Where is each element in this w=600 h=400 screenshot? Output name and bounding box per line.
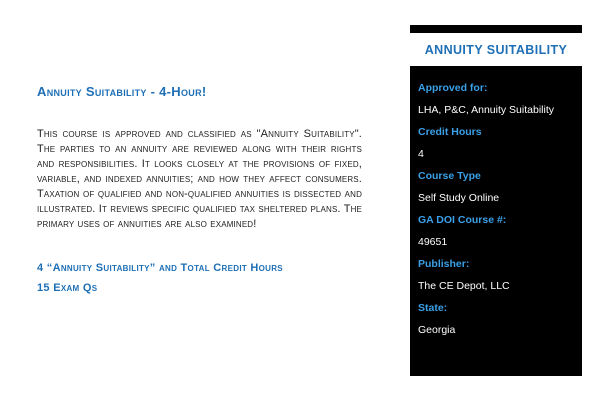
field-value-publisher: The CE Depot, LLC [418,280,510,292]
field-label-state: State: [418,302,448,314]
field-value-credit-hours: 4 [418,148,424,160]
course-description: This course is approved and classified as "Annuity Suitability". The parties to an annuity are reviewed along with their rights and responsibilities. It looks closely at the provisions of fixed, variable, and indexed annuities; and how they affect consumers. Taxation of qualified and non-qualified annuities is dissected and illustrated. It reviews specific qualified tax sheltered plans. The primary uses of annuities are also examined! [37,128,362,230]
course-info-panel [410,25,582,376]
panel-header [410,33,582,66]
field-value-approved-for: LHA, P&C, Annuity Suitability [418,104,554,116]
field-value-course-type: Self Study Online [418,192,500,204]
course-main [37,84,362,298]
panel-header-title: ANNUITY SUITABILITY [424,43,568,57]
panel-fields [418,77,578,341]
credit-summary: 4 “Annuity Suitability” and Total Credit Hours [37,262,283,274]
field-label-publisher: Publisher: [418,258,470,270]
field-value-state: Georgia [418,324,456,336]
field-value-ga-doi-course: 49651 [418,236,448,248]
field-label-credit-hours: Credit Hours [418,126,482,138]
field-label-ga-doi-course: GA DOI Course #: [418,214,507,226]
course-title: Annuity Suitability - 4-Hour! [37,84,207,99]
exam-questions: 15 Exam Qs [37,282,98,294]
field-label-course-type: Course Type [418,170,481,182]
field-label-approved-for: Approved for: [418,82,488,94]
course-footer [37,258,362,298]
